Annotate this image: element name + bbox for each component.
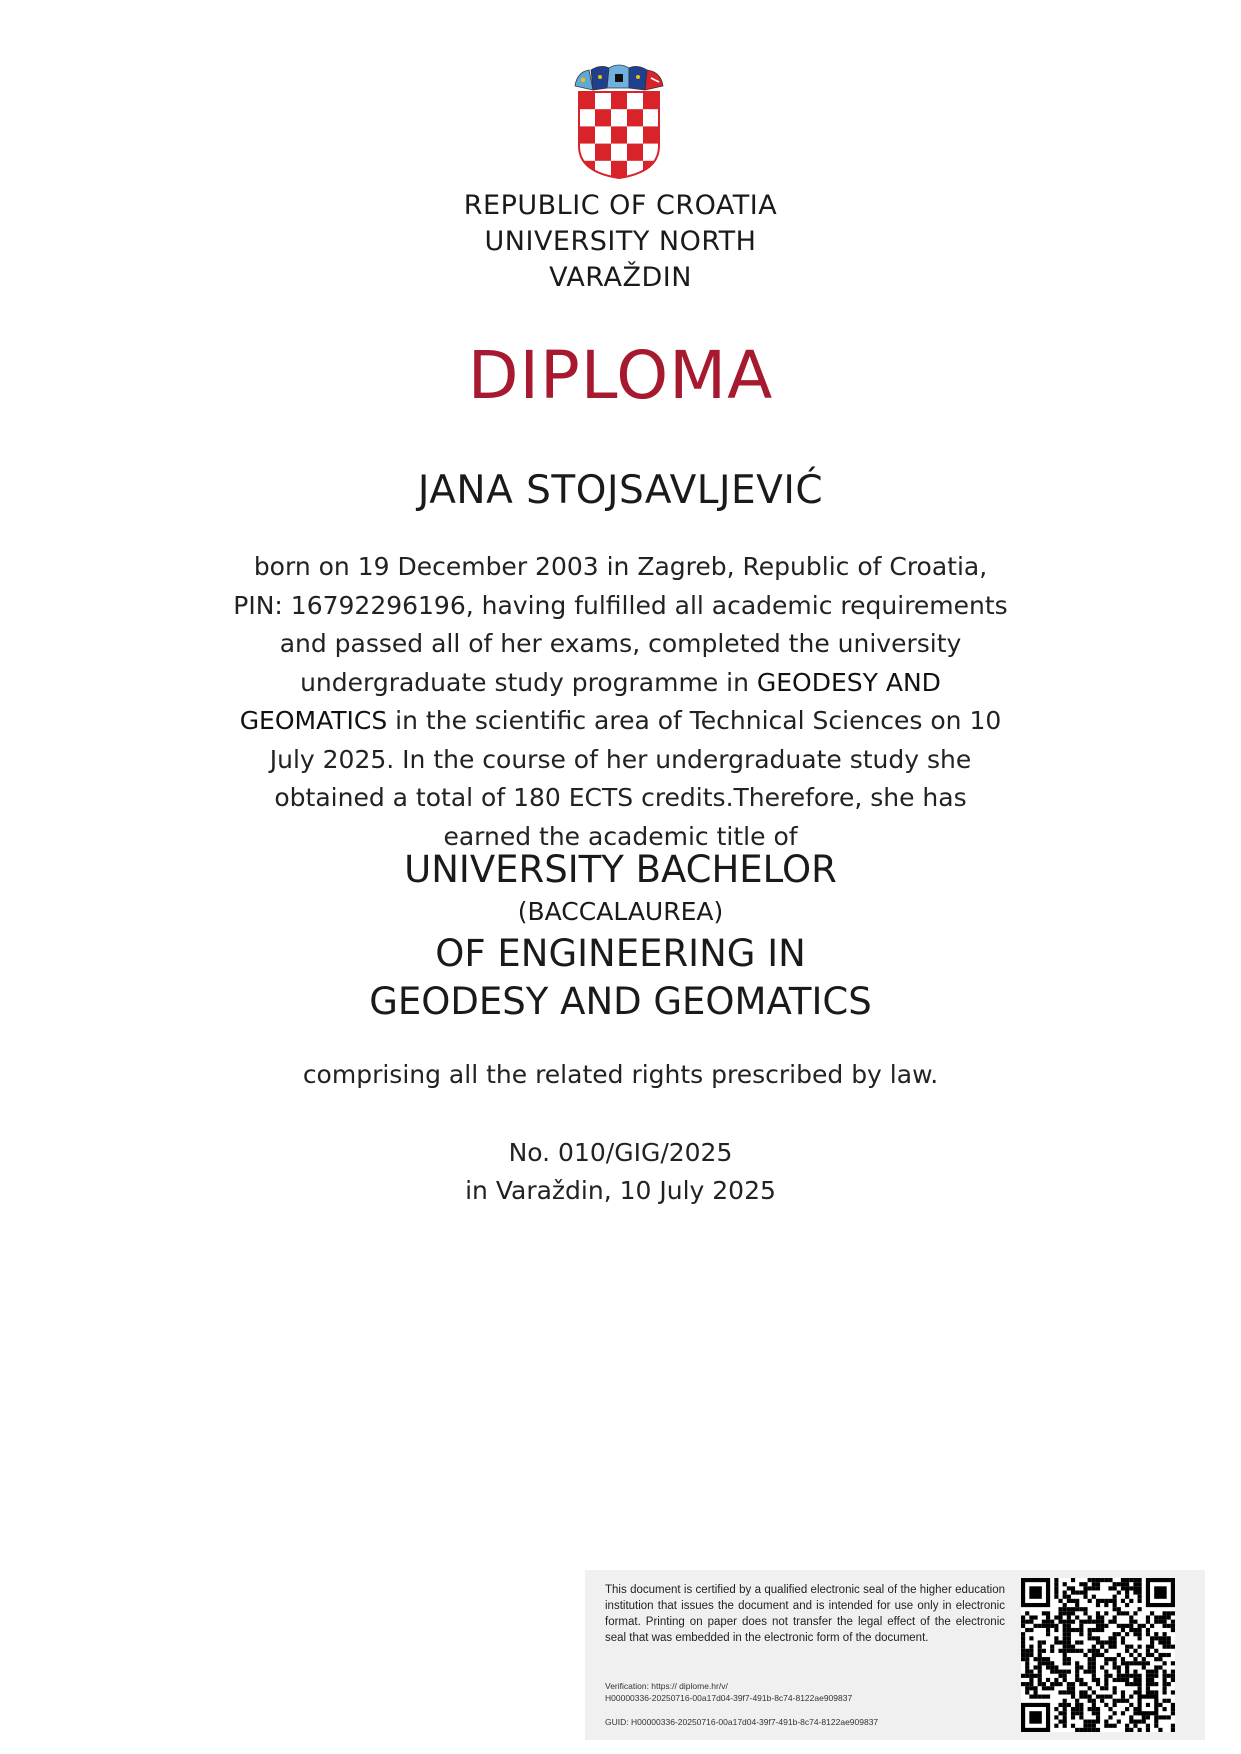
recipient-name: JANA STOJSAVLJEVIĆ: [417, 468, 824, 513]
seal-notice: This document is certified by a qualified electronic seal of the higher education institution that issues the document and is intended for use only in electronic format. Printing on paper does not transfer the legal effect of the electronic seal that was embedded in the electronic form of the document.: [605, 1584, 1005, 1644]
diploma-statement: [228, 548, 1013, 856]
verification-id: H00000336-20250716-00a17d04-39f7-491b-8c74-8122ae909837: [605, 1693, 853, 1703]
document-title: DIPLOMA: [467, 337, 774, 414]
degree-line-2: (BACCALAUREA): [517, 897, 724, 926]
issue-details: [0, 1134, 1241, 1210]
croatian-coat-of-arms-icon: [573, 64, 665, 180]
place-and-date: in Varaždin, 10 July 2025: [465, 1176, 776, 1205]
statement-part-1: born on 19 December 2003 in Zagreb, Republic of Croatia, PIN: 16792296196, having fulfilled all academic requirements and passed all of her exams, completed the university undergraduate study programme in: [233, 552, 1008, 697]
academic-title: [0, 846, 1241, 1026]
degree-line-3: OF ENGINEERING IN: [435, 932, 806, 975]
degree-line-4: GEODESY AND GEOMATICS: [369, 980, 872, 1023]
degree-line-1: UNIVERSITY BACHELOR: [404, 848, 837, 891]
qr-code-icon[interactable]: [1021, 1578, 1175, 1732]
programme-name: GEODESY AND GEOMATICS: [239, 667, 941, 735]
city-name: VARAŽDIN: [549, 262, 692, 293]
verification-info: [605, 1680, 1005, 1704]
issuer-header: [0, 188, 1241, 296]
rights-statement: comprising all the related rights prescribed by law.: [302, 1060, 939, 1089]
country-name: REPUBLIC OF CROATIA: [463, 190, 778, 221]
electronic-seal-box: [585, 1570, 1205, 1740]
diploma-number: No. 010/GIG/2025: [508, 1138, 733, 1167]
statement-part-2: in the scientific area of Technical Sciences on 10 July 2025. In the course of her undergraduate study she obtained a total of 180 ECTS credits.Therefore, she has earned the academic title of: [269, 706, 1002, 851]
university-name: UNIVERSITY NORTH: [484, 226, 757, 257]
verification-link[interactable]: Verification: https:// diplome.hr/v/: [605, 1681, 728, 1691]
guid-text: GUID: H00000336-20250716-00a17d04-39f7-491b-8c74-8122ae909837: [605, 1717, 879, 1727]
